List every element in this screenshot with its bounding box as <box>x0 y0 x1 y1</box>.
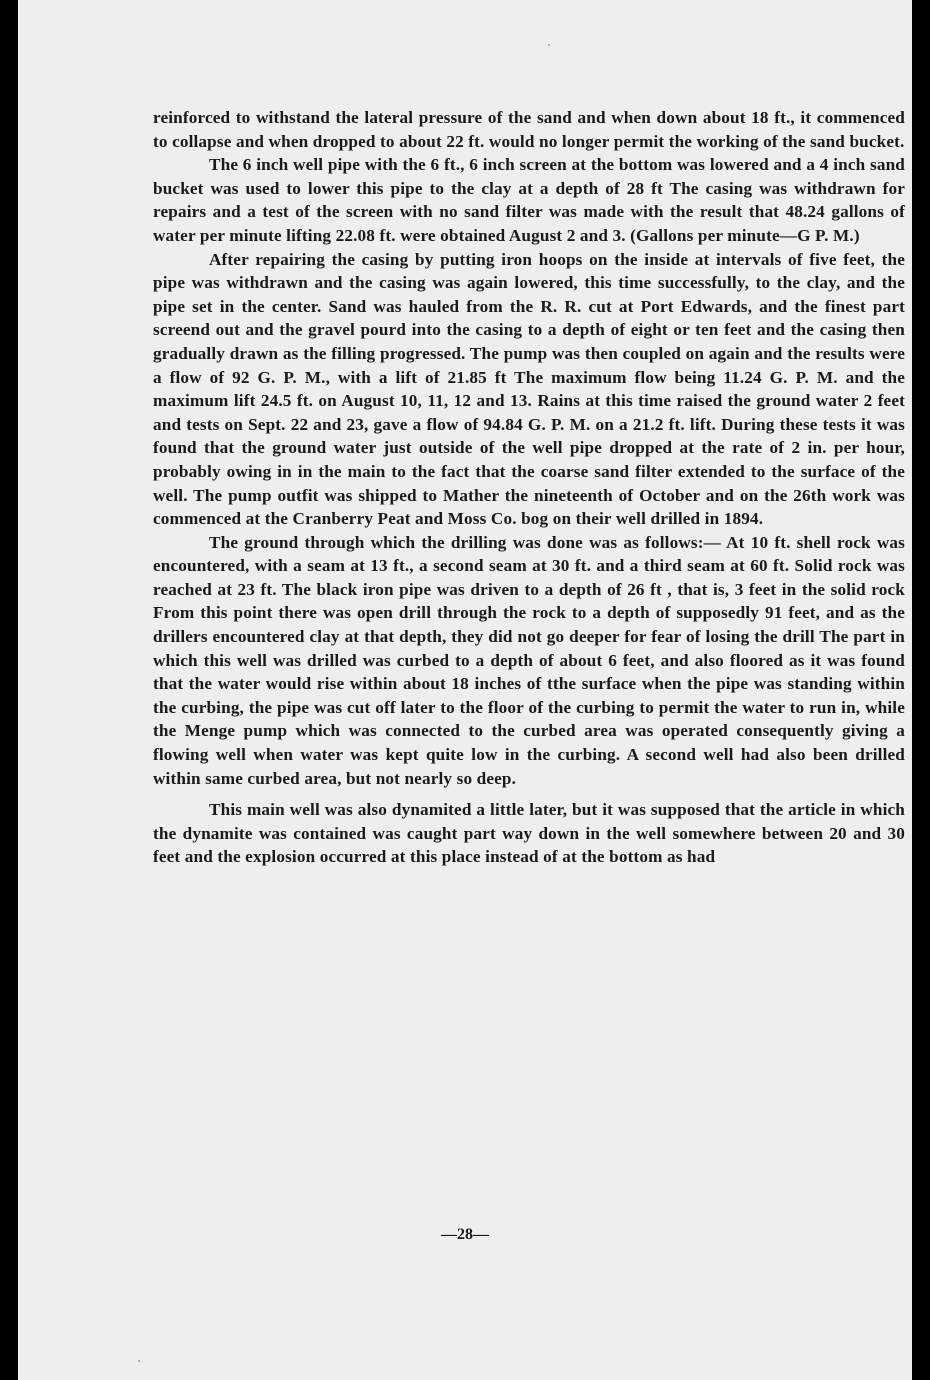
paragraph: The 6 inch well pipe with the 6 ft., 6 inch screen at the bottom was lowered and a 4 inch sand bucket was used to lower this pipe to the clay at a depth of 28 ft The casing was withdrawn for repairs and a test of the screen with no sand filter was made with the result that 48.24 gallons of water per minute lifting 22.08 ft. were obtained August 2 and 3. (Gallons per minute—G P. M.) <box>153 155 905 245</box>
paragraph: This main well was also dynamited a little later, but it was supposed that the article in which the dynamite was contained was caught part way down in the well somewhere between 20 and 30 feet and the explosion occurred at this place instead of at the bottom as had <box>153 800 905 867</box>
scanned-page <box>18 0 912 1380</box>
scan-speck <box>548 44 550 46</box>
scan-speck <box>138 1360 140 1362</box>
paragraph: After repairing the casing by putting iron hoops on the inside at intervals of five feet, the pipe was withdrawn and the casing was again lowered, this time successfully, to the clay, and the pipe set in the center. Sand was hauled from the R. R. cut at Port Edwards, and the finest part screend out and the gravel pourd into the casing to a depth of eight or ten feet and the casing then gradually drawn as the filling progressed. The pump was then coupled on again and the results were a flow of 92 G. P. M., with a lift of 21.85 ft The maximum flow being 11.24 G. P. M. and the maximum lift 24.5 ft. on August 10, 11, 12 and 13. Rains at this time raised the ground water 2 feet and tests on Sept. 22 and 23, gave a flow of 94.84 G. P. M. on a 21.2 ft. lift. During these tests it was found that the ground water just outside of the well pipe dropped at the rate of 2 in. per hour, probably owing in in the main to the fact that the coarse sand filter extended to the surface of the well. The pump outfit was shipped to Mather the nineteenth of October and on the 26th work was commenced at the Cranberry Peat and Moss Co. bog on their well drilled in 1894. <box>153 249 905 529</box>
page-number: —28— <box>441 1226 489 1243</box>
paragraph: The ground through which the drilling was done was as follows:— At 10 ft. shell rock was encountered, with a seam at 13 ft., a second seam at 30 ft. and a third seam at 60 ft. Solid rock was reached at 23 ft. The black iron pipe was driven to a depth of 26 ft , that is, 3 feet in the solid rock From this point there was open drill through the rock to a depth of supposedly 91 feet, and as the drillers encountered clay at that depth, they did not go deeper for fear of losing the drill The part in which this well was drilled was curbed to a depth of about 6 feet, and also floored as it was found that the water would rise within about 18 inches of tthe surface when the pipe was standing within the curbing, the pipe was cut off later to the floor of the curbing to permit the water to run in, while the Menge pump which was connected to the curbed area was operated consequently giving a flowing well when water was kept quite low in the curbing. A second well had also been drilled within same curbed area, but not nearly so deep. <box>153 532 905 788</box>
paragraph: reinforced to withstand the lateral pressure of the sand and when down about 18 ft., it commenced to collapse and when dropped to about 22 ft. would no longer permit the working of the sand bucket. <box>153 108 905 151</box>
body-text <box>153 106 905 869</box>
